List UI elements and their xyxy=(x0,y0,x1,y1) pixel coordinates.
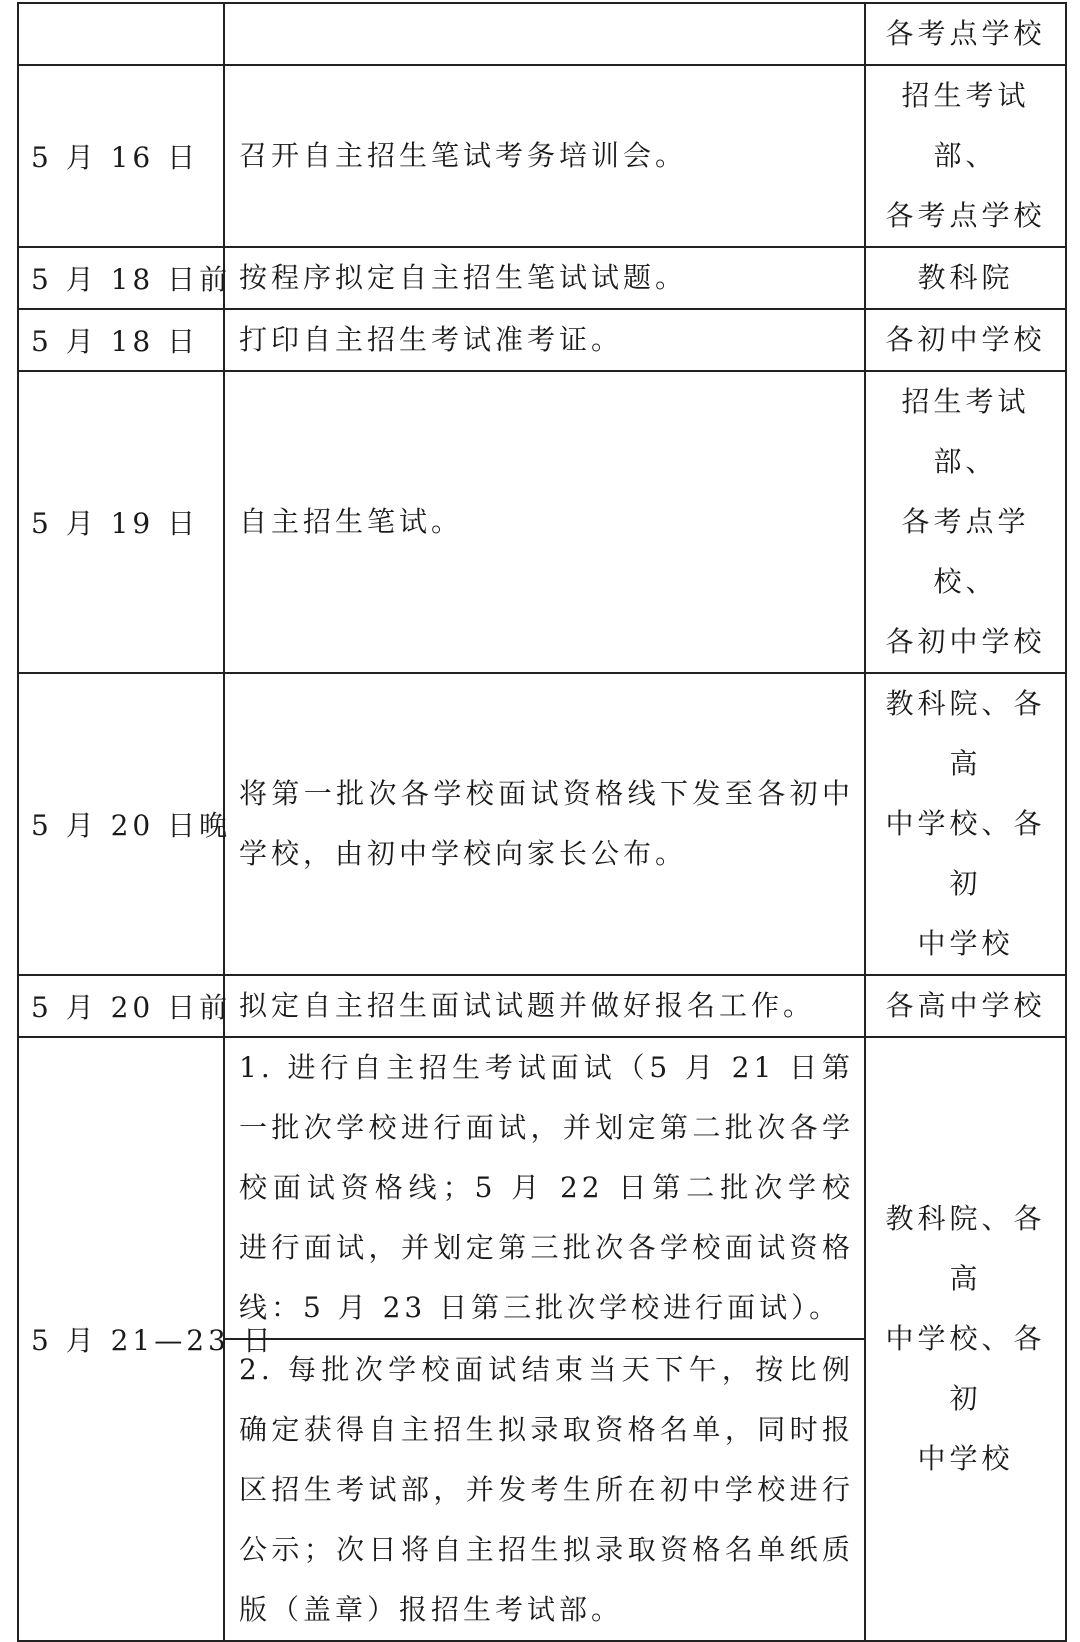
unit-line: 各考点学校 xyxy=(885,17,1046,50)
table-row xyxy=(18,975,1066,1037)
table-row xyxy=(18,309,1066,371)
task-cell-2: 2. 每批次学校面试结束当天下午，按比例确定获得自主招生拟录取资格名单，同时报区招生考试部，并发考生所在初中学校进行公示；次日将自主招生拟录取资格名单纸质版（盖章）报招生考试部。 xyxy=(224,1339,865,1641)
table-row xyxy=(18,65,1066,247)
date-cell: 5 月 21—23 日 xyxy=(18,1037,224,1641)
task-cell: 按程序拟定自主招生笔试试题。 xyxy=(224,247,865,309)
unit-line: 各初中学校 xyxy=(885,323,1046,356)
task-cell: 自主招生笔试。 xyxy=(224,371,865,673)
unit-line: 招生考试部、 xyxy=(901,79,1030,172)
date-cell xyxy=(18,3,224,65)
task-cell: 将第一批次各学校面试资格线下发至各初中学校，由初中学校向家长公布。 xyxy=(224,673,865,975)
unit-line: 中学校、各初 xyxy=(885,1322,1046,1415)
task-cell xyxy=(224,3,865,65)
unit-line: 各考点学校 xyxy=(885,199,1046,232)
unit-line: 教科院、各高 xyxy=(885,687,1046,780)
table-row xyxy=(18,673,1066,975)
unit-cell xyxy=(865,673,1066,975)
unit-line: 各高中学校 xyxy=(885,989,1046,1022)
unit-line: 教科院 xyxy=(917,261,1014,294)
unit-cell xyxy=(865,247,1066,309)
unit-line: 各初中学校 xyxy=(885,625,1046,658)
date-cell: 5 月 18 日前 xyxy=(18,247,224,309)
table-row xyxy=(18,3,1066,65)
task-cell: 召开自主招生笔试考务培训会。 xyxy=(224,65,865,247)
date-cell: 5 月 19 日 xyxy=(18,371,224,673)
date-cell: 5 月 20 日前 xyxy=(18,975,224,1037)
unit-line: 各考点学校、 xyxy=(901,505,1030,598)
table-row xyxy=(18,371,1066,673)
task-cell: 打印自主招生考试准考证。 xyxy=(224,309,865,371)
unit-line: 招生考试部、 xyxy=(901,385,1030,478)
table-row xyxy=(18,1037,1066,1339)
unit-cell xyxy=(865,371,1066,673)
unit-line: 中学校 xyxy=(917,1442,1014,1475)
task-cell: 拟定自主招生面试试题并做好报名工作。 xyxy=(224,975,865,1037)
schedule-table xyxy=(17,2,1067,1642)
unit-cell xyxy=(865,1037,1066,1641)
unit-line: 教科院、各高 xyxy=(885,1202,1046,1295)
unit-cell xyxy=(865,65,1066,247)
date-cell: 5 月 16 日 xyxy=(18,65,224,247)
task-cell-1: 1. 进行自主招生考试面试（5 月 21 日第一批次学校进行面试，并划定第二批次各学校面试资格线；5 月 22 日第二批次学校进行面试，并划定第三批次各学校面试资格线：5 月 23 日第三批次学校进行面试）。 xyxy=(224,1037,865,1339)
date-cell: 5 月 20 日晚 xyxy=(18,673,224,975)
date-cell: 5 月 18 日 xyxy=(18,309,224,371)
unit-cell xyxy=(865,975,1066,1037)
unit-line: 中学校 xyxy=(917,927,1014,960)
unit-cell xyxy=(865,309,1066,371)
table-row xyxy=(18,247,1066,309)
unit-line: 中学校、各初 xyxy=(885,807,1046,900)
unit-cell xyxy=(865,3,1066,65)
